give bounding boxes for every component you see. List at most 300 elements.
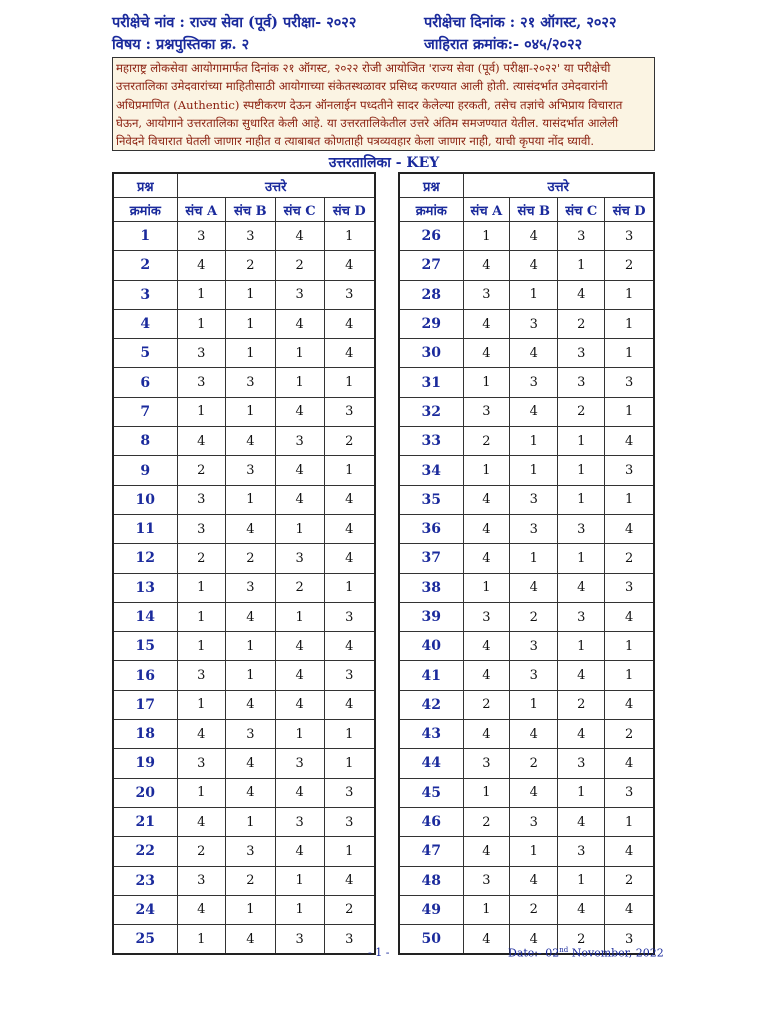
answer-set-c: 1	[558, 456, 605, 485]
answer-set-d: 4	[324, 690, 375, 719]
answer-set-b: 3	[510, 807, 558, 836]
table-row	[399, 632, 654, 661]
question-number: 9	[113, 456, 177, 485]
answer-set-c: 4	[558, 895, 605, 924]
answer-set-d: 3	[324, 661, 375, 690]
question-number: 20	[113, 778, 177, 807]
answer-set-a: 3	[177, 222, 225, 251]
answer-set-c: 1	[558, 427, 605, 456]
answer-set-b: 1	[225, 661, 275, 690]
table-row	[113, 807, 375, 836]
answer-set-b: 1	[225, 485, 275, 514]
answer-set-d: 2	[324, 895, 375, 924]
answer-set-b: 4	[510, 866, 558, 895]
question-number: 23	[113, 866, 177, 895]
question-number: 16	[113, 661, 177, 690]
answer-set-d: 4	[324, 485, 375, 514]
answer-set-a: 4	[177, 895, 225, 924]
answer-set-d: 3	[605, 573, 654, 602]
table-row	[399, 807, 654, 836]
answer-set-c: 1	[275, 602, 324, 631]
answer-set-d: 2	[605, 720, 654, 749]
footer-date-suffix-ordinal: nd	[559, 946, 569, 954]
question-number: 30	[399, 339, 463, 368]
answer-set-b: 2	[510, 895, 558, 924]
footer-date-rest: November, 2022	[568, 946, 664, 960]
footer-date-prefix: Date:- 02	[508, 946, 560, 960]
answer-set-b: 1	[225, 339, 275, 368]
answer-set-c: 2	[558, 690, 605, 719]
question-number: 10	[113, 485, 177, 514]
table-row	[399, 866, 654, 895]
answer-set-c: 1	[275, 866, 324, 895]
table-row	[113, 632, 375, 661]
table-row	[399, 222, 654, 251]
answer-set-c: 2	[558, 925, 605, 955]
table-row	[399, 427, 654, 456]
answer-set-d: 4	[324, 251, 375, 280]
answer-set-b: 3	[510, 485, 558, 514]
answer-set-b: 1	[510, 456, 558, 485]
answer-set-a: 3	[463, 749, 510, 778]
answer-set-c: 2	[275, 573, 324, 602]
answer-set-b: 3	[510, 514, 558, 543]
table-row	[113, 690, 375, 719]
question-number: 50	[399, 925, 463, 955]
answer-set-a: 4	[463, 837, 510, 866]
answer-set-a: 4	[177, 720, 225, 749]
answer-set-c: 3	[558, 339, 605, 368]
question-number: 14	[113, 602, 177, 631]
answer-set-d: 4	[605, 514, 654, 543]
answer-set-c: 4	[275, 485, 324, 514]
table-row	[113, 925, 375, 955]
answer-set-a: 4	[463, 309, 510, 338]
answer-set-c: 4	[275, 397, 324, 426]
answer-set-d: 4	[324, 514, 375, 543]
table-row	[113, 427, 375, 456]
answer-set-a: 1	[177, 632, 225, 661]
answer-set-a: 1	[177, 602, 225, 631]
answer-set-a: 4	[177, 807, 225, 836]
table-row	[399, 397, 654, 426]
table-row	[113, 222, 375, 251]
table-row	[399, 837, 654, 866]
answer-set-c: 3	[558, 602, 605, 631]
answer-set-a: 4	[463, 720, 510, 749]
answer-set-d: 2	[605, 866, 654, 895]
question-number: 17	[113, 690, 177, 719]
answer-set-c: 1	[558, 632, 605, 661]
table-row	[399, 544, 654, 573]
question-number: 48	[399, 866, 463, 895]
answer-set-c: 4	[558, 280, 605, 309]
answer-set-b: 1	[510, 690, 558, 719]
answer-set-a: 4	[463, 925, 510, 955]
question-number: 22	[113, 837, 177, 866]
notice-box	[112, 57, 655, 151]
question-number: 38	[399, 573, 463, 602]
answer-set-b: 2	[510, 749, 558, 778]
answer-set-d: 3	[324, 925, 375, 955]
question-number: 13	[113, 573, 177, 602]
answer-set-a: 4	[463, 485, 510, 514]
answer-set-c: 4	[275, 837, 324, 866]
table-row	[399, 749, 654, 778]
set-d-header: संच D	[605, 198, 654, 222]
answer-set-b: 3	[225, 368, 275, 397]
question-number: 47	[399, 837, 463, 866]
table-row	[399, 339, 654, 368]
answer-set-d: 4	[324, 339, 375, 368]
answer-set-c: 2	[558, 397, 605, 426]
question-number: 1	[113, 222, 177, 251]
answer-set-a: 1	[463, 778, 510, 807]
question-number: 4	[113, 309, 177, 338]
answer-set-c: 1	[558, 866, 605, 895]
table-row	[399, 720, 654, 749]
question-number: 40	[399, 632, 463, 661]
set-b-header: संच B	[510, 198, 558, 222]
table-row	[113, 514, 375, 543]
answer-set-a: 1	[463, 573, 510, 602]
answer-set-a: 1	[177, 280, 225, 309]
answer-set-d: 3	[605, 456, 654, 485]
answer-set-b: 3	[225, 837, 275, 866]
answer-set-d: 3	[605, 368, 654, 397]
answer-set-c: 4	[558, 661, 605, 690]
answer-set-a: 4	[463, 251, 510, 280]
answer-set-a: 1	[177, 778, 225, 807]
question-number: 24	[113, 895, 177, 924]
question-number: 33	[399, 427, 463, 456]
question-number: 12	[113, 544, 177, 573]
answer-set-b: 4	[510, 573, 558, 602]
answer-set-a: 4	[177, 427, 225, 456]
answer-set-b: 4	[225, 690, 275, 719]
table-row	[113, 251, 375, 280]
answer-set-b: 1	[510, 837, 558, 866]
notice-line: महाराष्ट्र लोकसेवा आयोगामार्फत दिनांक २१ ऑगस्ट, २०२२ रोजी आयोजित 'राज्य सेवा (पूर्व) परीक्षा-२०२२' या परीक्षेची	[116, 61, 611, 75]
set-a-header: संच A	[463, 198, 510, 222]
answer-set-c: 1	[275, 514, 324, 543]
answer-set-a: 1	[177, 690, 225, 719]
answer-set-a: 3	[463, 397, 510, 426]
answer-set-d: 1	[605, 339, 654, 368]
answer-set-a: 4	[463, 339, 510, 368]
answer-set-a: 3	[463, 602, 510, 631]
answer-set-c: 1	[275, 368, 324, 397]
answer-set-d: 4	[605, 427, 654, 456]
question-number: 21	[113, 807, 177, 836]
table-row	[113, 397, 375, 426]
table-row	[399, 485, 654, 514]
question-header-bottom: क्रमांक	[399, 198, 463, 222]
answer-set-c: 1	[275, 339, 324, 368]
answer-set-b: 3	[225, 222, 275, 251]
answer-set-b: 4	[510, 339, 558, 368]
answer-set-d: 1	[324, 749, 375, 778]
answer-set-d: 1	[324, 456, 375, 485]
answer-set-d: 4	[324, 632, 375, 661]
answer-set-d: 1	[605, 632, 654, 661]
answer-set-b: 2	[225, 866, 275, 895]
answer-set-b: 3	[225, 573, 275, 602]
table-row	[113, 866, 375, 895]
question-number: 43	[399, 720, 463, 749]
question-header-top: प्रश्न	[399, 173, 463, 198]
table-row	[399, 895, 654, 924]
answer-set-c: 4	[558, 807, 605, 836]
answer-set-c: 3	[558, 514, 605, 543]
answer-set-b: 3	[510, 368, 558, 397]
answer-set-a: 3	[463, 280, 510, 309]
table-row	[113, 368, 375, 397]
table-row	[113, 280, 375, 309]
answer-set-c: 1	[558, 544, 605, 573]
answer-set-a: 1	[463, 895, 510, 924]
table-row	[399, 778, 654, 807]
answer-set-d: 3	[324, 280, 375, 309]
answer-set-c: 4	[275, 778, 324, 807]
answer-set-c: 3	[558, 749, 605, 778]
answer-set-b: 4	[510, 222, 558, 251]
answer-set-c: 1	[558, 485, 605, 514]
question-number: 32	[399, 397, 463, 426]
answer-set-c: 3	[275, 280, 324, 309]
answer-set-b: 4	[225, 427, 275, 456]
answer-set-b: 3	[225, 456, 275, 485]
answer-set-d: 1	[324, 720, 375, 749]
answer-set-b: 2	[225, 544, 275, 573]
answer-set-c: 3	[275, 807, 324, 836]
answer-set-a: 3	[177, 485, 225, 514]
exam-name: परीक्षेचे नांव : राज्य सेवा (पूर्व) परीक्षा- २०२२	[112, 14, 357, 31]
answer-set-a: 4	[463, 514, 510, 543]
answer-set-a: 2	[463, 690, 510, 719]
answer-set-a: 4	[463, 632, 510, 661]
question-number: 3	[113, 280, 177, 309]
answer-set-c: 3	[275, 749, 324, 778]
subject-booklet: विषय : प्रश्नपुस्तिका क्र. २	[112, 36, 250, 53]
question-header-top: प्रश्न	[113, 173, 177, 198]
answer-set-d: 1	[324, 837, 375, 866]
answer-set-b: 4	[225, 925, 275, 955]
answer-set-d: 3	[605, 778, 654, 807]
answer-set-c: 1	[558, 251, 605, 280]
answer-set-c: 2	[558, 309, 605, 338]
table-row	[399, 690, 654, 719]
table-row	[113, 339, 375, 368]
question-number: 35	[399, 485, 463, 514]
answer-set-d: 3	[324, 778, 375, 807]
set-c-header: संच C	[275, 198, 324, 222]
question-number: 29	[399, 309, 463, 338]
answer-set-c: 4	[275, 222, 324, 251]
question-number: 7	[113, 397, 177, 426]
answer-set-a: 4	[177, 251, 225, 280]
answer-set-a: 2	[177, 544, 225, 573]
answer-set-b: 1	[225, 280, 275, 309]
table-row	[113, 485, 375, 514]
answer-set-d: 1	[324, 222, 375, 251]
question-number: 15	[113, 632, 177, 661]
answer-set-d: 1	[605, 309, 654, 338]
answer-set-b: 4	[225, 749, 275, 778]
table-row	[113, 895, 375, 924]
answer-set-d: 1	[605, 485, 654, 514]
question-number: 25	[113, 925, 177, 955]
question-number: 49	[399, 895, 463, 924]
answer-set-b: 3	[225, 720, 275, 749]
answer-set-c: 4	[275, 690, 324, 719]
answer-set-b: 2	[510, 602, 558, 631]
answer-set-b: 1	[510, 280, 558, 309]
answer-set-c: 4	[558, 720, 605, 749]
answer-set-b: 1	[510, 544, 558, 573]
notice-line: उत्तरतालिका उमेदवारांच्या माहितीसाठी आयोगाच्या संकेतस्थळावर प्रसिध्द करण्यात आली होती. त्यासंदर्भात उमेदवारांनी	[116, 79, 608, 94]
answer-key-table-right	[398, 172, 655, 955]
table-row	[399, 573, 654, 602]
answer-set-b: 4	[510, 720, 558, 749]
answer-set-a: 2	[177, 456, 225, 485]
set-b-header: संच B	[225, 198, 275, 222]
question-number: 41	[399, 661, 463, 690]
question-number: 27	[399, 251, 463, 280]
answer-set-d: 1	[605, 807, 654, 836]
question-number: 6	[113, 368, 177, 397]
table-row	[113, 749, 375, 778]
answer-set-a: 1	[177, 925, 225, 955]
answer-set-a: 3	[177, 339, 225, 368]
answer-set-a: 1	[177, 397, 225, 426]
question-number: 34	[399, 456, 463, 485]
answer-set-d: 2	[605, 544, 654, 573]
table-row	[113, 661, 375, 690]
answer-set-a: 1	[463, 456, 510, 485]
answer-set-b: 1	[225, 632, 275, 661]
table-row	[113, 573, 375, 602]
answer-set-a: 1	[177, 309, 225, 338]
notice-line: घेऊन, आयोगाने उत्तरतालिका सुधारित केली आहे. या उत्तरतालिकेतील उत्तरे अंतिम समजण्यात येतील. यासंदर्भात आलेली	[116, 115, 619, 130]
answer-set-b: 3	[510, 661, 558, 690]
question-number: 36	[399, 514, 463, 543]
table-row	[113, 720, 375, 749]
answer-set-d: 1	[605, 661, 654, 690]
set-d-header: संच D	[324, 198, 375, 222]
answer-set-b: 4	[225, 514, 275, 543]
table-row	[113, 456, 375, 485]
set-a-header: संच A	[177, 198, 225, 222]
answer-set-c: 1	[275, 895, 324, 924]
answer-set-c: 4	[275, 309, 324, 338]
question-number: 37	[399, 544, 463, 573]
answer-set-a: 3	[463, 866, 510, 895]
answer-set-c: 4	[275, 456, 324, 485]
answer-set-b: 1	[510, 427, 558, 456]
answer-set-a: 3	[177, 866, 225, 895]
question-number: 46	[399, 807, 463, 836]
question-number: 44	[399, 749, 463, 778]
answer-set-d: 3	[324, 602, 375, 631]
answer-set-c: 2	[275, 251, 324, 280]
table-row	[113, 778, 375, 807]
advertisement-number: जाहिरात क्रमांक:- ०४५/२०२२	[424, 36, 583, 53]
table-row	[399, 280, 654, 309]
question-number: 28	[399, 280, 463, 309]
question-number: 18	[113, 720, 177, 749]
table-row	[399, 514, 654, 543]
answer-set-d: 1	[324, 368, 375, 397]
answer-set-b: 3	[510, 632, 558, 661]
answer-set-d: 4	[605, 837, 654, 866]
set-c-header: संच C	[558, 198, 605, 222]
answer-set-d: 4	[324, 309, 375, 338]
table-row	[399, 661, 654, 690]
question-number: 26	[399, 222, 463, 251]
answer-set-b: 4	[510, 778, 558, 807]
answer-set-d: 2	[324, 427, 375, 456]
answer-set-a: 3	[177, 368, 225, 397]
page-number: - 1 -	[368, 946, 390, 959]
answer-set-d: 1	[605, 397, 654, 426]
answer-set-a: 2	[463, 427, 510, 456]
question-number: 31	[399, 368, 463, 397]
question-number: 42	[399, 690, 463, 719]
answer-set-b: 1	[225, 397, 275, 426]
question-number: 45	[399, 778, 463, 807]
answer-set-c: 4	[275, 661, 324, 690]
answer-set-d: 3	[605, 222, 654, 251]
answer-set-b: 1	[225, 807, 275, 836]
answer-set-b: 4	[510, 397, 558, 426]
answer-set-c: 1	[275, 720, 324, 749]
answer-set-c: 4	[558, 573, 605, 602]
answer-set-a: 4	[463, 544, 510, 573]
table-row	[399, 602, 654, 631]
answer-set-a: 1	[463, 368, 510, 397]
answer-set-c: 3	[275, 925, 324, 955]
answer-set-a: 1	[177, 573, 225, 602]
answer-set-d: 1	[605, 280, 654, 309]
question-number: 19	[113, 749, 177, 778]
answer-set-a: 3	[177, 661, 225, 690]
question-header-bottom: क्रमांक	[113, 198, 177, 222]
table-row	[399, 456, 654, 485]
question-number: 2	[113, 251, 177, 280]
answer-set-d: 2	[605, 251, 654, 280]
answer-set-b: 4	[510, 925, 558, 955]
answer-set-a: 2	[177, 837, 225, 866]
exam-date: परीक्षेचा दिनांक : २१ ऑगस्ट, २०२२	[424, 14, 617, 31]
answers-header: उत्तरे	[463, 173, 654, 198]
table-row	[399, 251, 654, 280]
answer-set-b: 1	[225, 309, 275, 338]
answer-set-d: 4	[324, 866, 375, 895]
notice-line: निवेदने विचारात घेतली जाणार नाहीत व त्याबाबत कोणताही पत्रव्यवहार केला जाणार नाही, याची कृपया नोंद घ्यावी.	[116, 134, 595, 149]
answer-set-b: 1	[225, 895, 275, 924]
answer-set-d: 4	[605, 602, 654, 631]
answer-set-c: 3	[275, 427, 324, 456]
answer-set-d: 3	[605, 925, 654, 955]
answer-set-b: 4	[225, 602, 275, 631]
question-number: 5	[113, 339, 177, 368]
table-row	[113, 544, 375, 573]
table-row	[399, 368, 654, 397]
answer-set-d: 3	[324, 807, 375, 836]
question-number: 11	[113, 514, 177, 543]
table-row	[113, 837, 375, 866]
